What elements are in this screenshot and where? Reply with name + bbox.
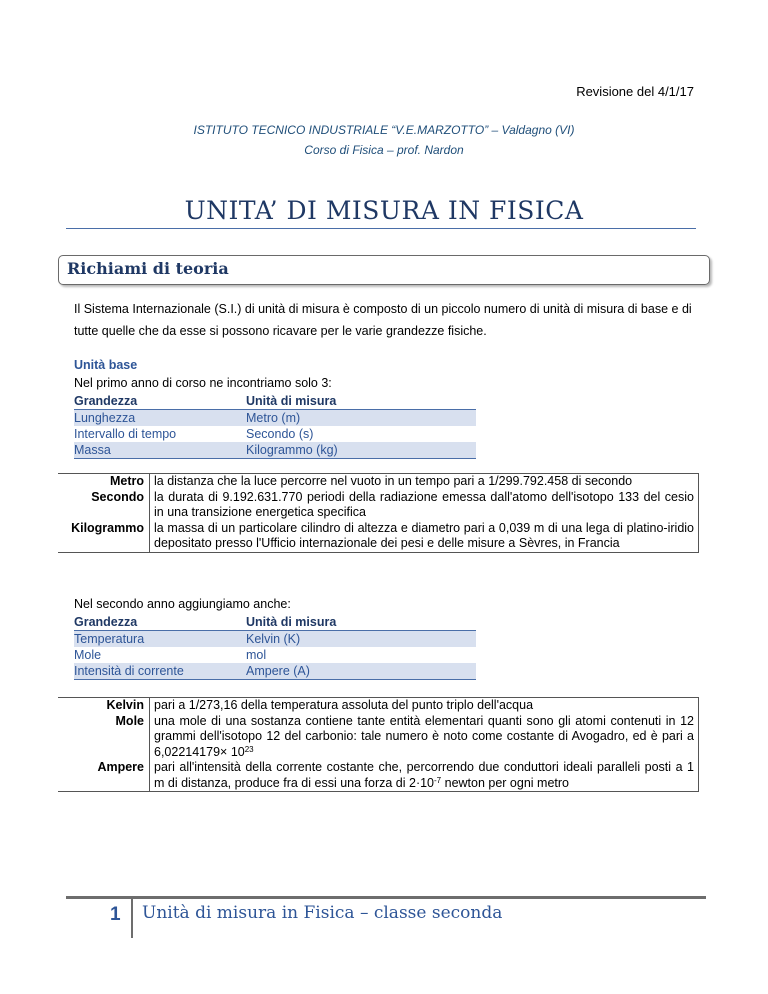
definition-term: Ampere bbox=[58, 760, 150, 792]
unit-cell: Secondo (s) bbox=[246, 427, 314, 441]
quantity-cell: Temperatura bbox=[74, 631, 246, 648]
table-row bbox=[74, 663, 476, 680]
table-row bbox=[74, 410, 476, 427]
header-unit: Unità di misura bbox=[246, 614, 476, 631]
definition-term: Kelvin bbox=[58, 698, 150, 714]
base-definitions-table bbox=[58, 473, 699, 553]
definition-text: una mole di una sostanza contiene tante entità elementari quanti sono gli atomi contenuti in 12 grammi dell'isotopo 12 del carbonio: tale numero è noto come costante di Avogadro, ed è pari a 6,02214179× 10 bbox=[154, 713, 694, 759]
definition-text: pari all'intensità della corrente costante che, percorrendo due conduttori ideali paralleli posti a 1 m di distanza, produce fra di essi una forza di 2·10 bbox=[154, 760, 694, 790]
table-row bbox=[74, 426, 476, 442]
intro-paragraph: Il Sistema Internazionale (S.I.) di unità di misura è composto di un piccolo numero di unità di misura di base e di tutte quelle che da esse si possono ricavare per le varie grandezze fisiche. bbox=[74, 302, 692, 338]
table-header-row bbox=[74, 614, 476, 631]
table-header-row bbox=[74, 393, 476, 410]
header-quantity: Grandezza bbox=[74, 614, 246, 631]
definition-row bbox=[58, 698, 699, 714]
definition-row bbox=[58, 490, 699, 521]
unit-cell: Kelvin (K) bbox=[246, 631, 476, 648]
exponent: -7 bbox=[434, 775, 442, 785]
definition-text: pari a 1/273,16 della temperatura assoluta del punto triplo dell'acqua bbox=[154, 698, 534, 712]
first-year-text: Nel primo anno di corso ne incontriamo solo 3: bbox=[74, 376, 332, 390]
additional-units-table bbox=[74, 614, 476, 680]
unit-cell: mol bbox=[246, 648, 267, 662]
school-name: ISTITUTO TECNICO INDUSTRIALE “V.E.MARZOTTO” – Valdagno (VI) bbox=[193, 123, 575, 137]
quantity-cell: Lunghezza bbox=[74, 410, 246, 427]
quantity-cell: Intervallo di tempo bbox=[74, 427, 177, 441]
header-quantity: Grandezza bbox=[74, 393, 246, 410]
school-header bbox=[0, 120, 768, 160]
quantity-cell: Massa bbox=[74, 442, 246, 459]
definition-row bbox=[58, 714, 699, 761]
quantity-cell: Intensità di corrente bbox=[74, 663, 246, 680]
definition-term: Kilogrammo bbox=[58, 521, 150, 553]
definition-term: Mole bbox=[58, 714, 150, 761]
unit-cell: Metro (m) bbox=[246, 410, 476, 427]
title-underline bbox=[66, 228, 696, 229]
section-title: Richiami di teoria bbox=[67, 259, 229, 278]
definition-text-after: newton per ogni metro bbox=[441, 775, 569, 790]
footer-divider bbox=[131, 896, 133, 938]
header-unit: Unità di misura bbox=[246, 393, 476, 410]
definition-term: Secondo bbox=[58, 490, 150, 521]
course-name: Corso di Fisica – prof. Nardon bbox=[304, 143, 464, 157]
footer-title: Unità di misura in Fisica – classe seconda bbox=[142, 903, 503, 923]
revision-date: Revisione del 4/1/17 bbox=[576, 84, 694, 99]
page-number: 1 bbox=[110, 904, 121, 925]
table-row bbox=[74, 442, 476, 459]
definition-row bbox=[58, 474, 699, 490]
definition-row bbox=[58, 521, 699, 553]
page-title: UNITA’ DI MISURA IN FISICA bbox=[184, 196, 584, 225]
second-year-text: Nel secondo anno aggiungiamo anche: bbox=[74, 597, 291, 611]
footer-rule bbox=[66, 896, 706, 899]
base-units-heading: Unità base bbox=[74, 358, 138, 372]
definition-text: la massa di un particolare cilindro di altezza e diametro pari a 0,039 m di una lega di platino-iridio depositato presso l'Ufficio internazionale dei pesi e delle misure a Sèvres, in Francia bbox=[154, 520, 694, 550]
definition-row bbox=[58, 760, 699, 792]
unit-cell: Kilogrammo (kg) bbox=[246, 442, 476, 459]
definition-cell bbox=[150, 714, 699, 761]
table-row bbox=[74, 647, 476, 663]
definition-text: la distanza che la luce percorre nel vuoto in un tempo pari a 1/299.792.458 di secondo bbox=[154, 474, 633, 488]
unit-cell: Ampere (A) bbox=[246, 663, 476, 680]
table-row bbox=[74, 631, 476, 648]
definition-text: la durata di 9.192.631.770 periodi della radiazione emessa dall'atomo dell'isotopo 133 del cesio in una transizione energetica specifica bbox=[154, 489, 694, 519]
exponent: 23 bbox=[244, 744, 254, 754]
definition-term: Metro bbox=[58, 474, 150, 490]
section-header-box bbox=[58, 255, 710, 285]
quantity-cell: Mole bbox=[74, 648, 102, 662]
base-units-table bbox=[74, 393, 476, 459]
definition-cell bbox=[150, 760, 699, 792]
additional-definitions-table bbox=[58, 697, 699, 792]
